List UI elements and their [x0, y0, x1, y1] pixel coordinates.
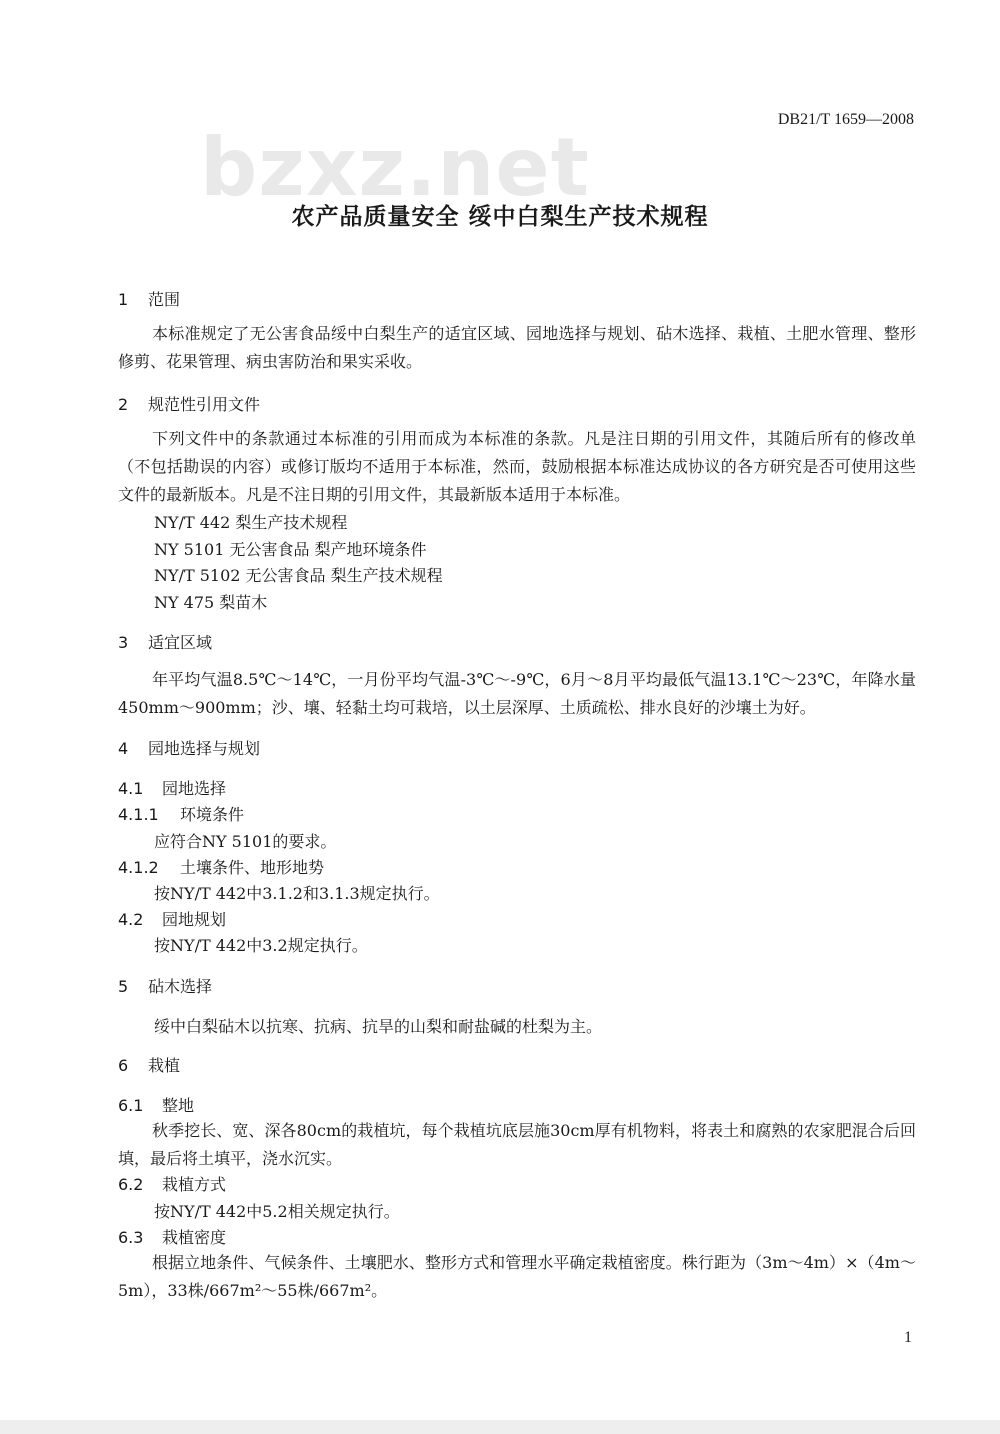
section-title: 园地选择与规划	[148, 739, 261, 758]
page-number: 1	[904, 1329, 912, 1346]
section-number: 5	[118, 977, 129, 996]
subsection-title: 栽植密度	[162, 1228, 227, 1247]
subsection-4-2-text: 按NY/T 442中3.2规定执行。	[154, 936, 368, 955]
section-2-heading	[118, 392, 260, 415]
document-title: 农产品质量安全 绥中白梨生产技术规程	[291, 204, 709, 230]
viewer-bottom-edge	[0, 1420, 1000, 1434]
subsection-6-2-text: 按NY/T 442中5.2相关规定执行。	[154, 1202, 400, 1221]
subsection-6-1-paragraph: 秋季挖长、宽、深各80cm的栽植坑，每个栽植坑底层施30cm厚有机物料，将表土和腐熟的农家肥混合后回填，最后将土填平，浇水沉实。	[118, 1121, 916, 1168]
subsection-4-1-2-text: 按NY/T 442中3.1.2和3.1.3规定执行。	[154, 884, 440, 903]
section-number: 4	[118, 739, 129, 758]
subsection-title: 园地规划	[162, 910, 227, 929]
subsection-title: 栽植方式	[162, 1175, 227, 1194]
reference-item: NY/T 5102 无公害食品 梨生产技术规程	[154, 566, 443, 585]
subsection-4-1-1-heading	[118, 802, 244, 825]
section-5-paragraph: 绥中白梨砧木以抗寒、抗病、抗旱的山梨和耐盐碱的杜梨为主。	[154, 1017, 603, 1036]
section-6-heading	[118, 1053, 180, 1076]
subsection-6-3-heading	[118, 1225, 226, 1248]
subsection-6-2-heading	[118, 1172, 226, 1195]
section-number: 2	[118, 395, 129, 414]
reference-item: NY 5101 无公害食品 梨产地环境条件	[154, 540, 427, 559]
section-1-heading	[118, 287, 180, 310]
section-2-paragraph: 下列文件中的条款通过本标准的引用而成为本标准的条款。凡是注日期的引用文件，其随后所有的修改单（不包括勘误的内容）或修订版均不适用于本标准，然而，鼓励根据本标准达成协议的各方研究是否可使用这些文件的最新版本。凡是不注日期的引用文件，其最新版本适用于本标准。	[118, 429, 916, 504]
section-title: 范围	[148, 290, 181, 309]
subsection-number: 4.1	[118, 779, 144, 798]
subsection-number: 6.2	[118, 1175, 144, 1194]
subsection-number: 6.1	[118, 1096, 144, 1115]
subsection-6-3-paragraph: 根据立地条件、气候条件、土壤肥水、整形方式和管理水平确定栽植密度。株行距为（3m～4m）×（4m～5m），33株/667m²～55株/667m²。	[118, 1253, 916, 1300]
subsection-title: 整地	[162, 1096, 195, 1115]
subsection-number: 6.3	[118, 1228, 144, 1247]
section-title: 适宜区域	[148, 633, 213, 652]
section-title: 砧木选择	[148, 977, 213, 996]
section-title: 栽植	[148, 1056, 181, 1075]
reference-item: NY/T 442 梨生产技术规程	[154, 513, 348, 532]
section-title: 规范性引用文件	[148, 395, 261, 414]
subsection-6-1-heading	[118, 1093, 194, 1116]
subsection-4-2-heading	[118, 907, 226, 930]
document-number: DB21/T 1659—2008	[777, 111, 914, 128]
subsection-4-1-heading	[118, 776, 226, 799]
section-5-heading	[118, 974, 212, 997]
subsection-title: 土壤条件、地形地势	[180, 858, 325, 877]
subsection-number: 4.2	[118, 910, 144, 929]
section-3-paragraph: 年平均气温8.5℃～14℃，一月份平均气温-3℃～-9℃，6月～8月平均最低气温13.1℃～23℃，年降水量450mm～900mm；沙、壤、轻黏土均可栽培，以土层深厚、土质疏松、排水良好的沙壤土为好。	[118, 670, 916, 717]
section-1-paragraph: 本标准规定了无公害食品绥中白梨生产的适宜区域、园地选择与规划、砧木选择、栽植、土肥水管理、整形修剪、花果管理、病虫害防治和果实采收。	[118, 324, 916, 371]
section-number: 6	[118, 1056, 129, 1075]
section-number: 1	[118, 290, 129, 309]
reference-item: NY 475 梨苗木	[154, 593, 268, 612]
section-3-heading	[118, 630, 212, 653]
watermark: bzxz.net	[200, 121, 590, 214]
subsection-4-1-1-text: 应符合NY 5101的要求。	[154, 832, 337, 851]
subsection-title: 园地选择	[162, 779, 227, 798]
section-number: 3	[118, 633, 129, 652]
section-4-heading	[118, 736, 260, 759]
subsection-title: 环境条件	[180, 805, 245, 824]
subsection-number: 4.1.2	[118, 858, 159, 877]
subsection-4-1-2-heading	[118, 855, 324, 878]
subsection-number: 4.1.1	[118, 805, 159, 824]
